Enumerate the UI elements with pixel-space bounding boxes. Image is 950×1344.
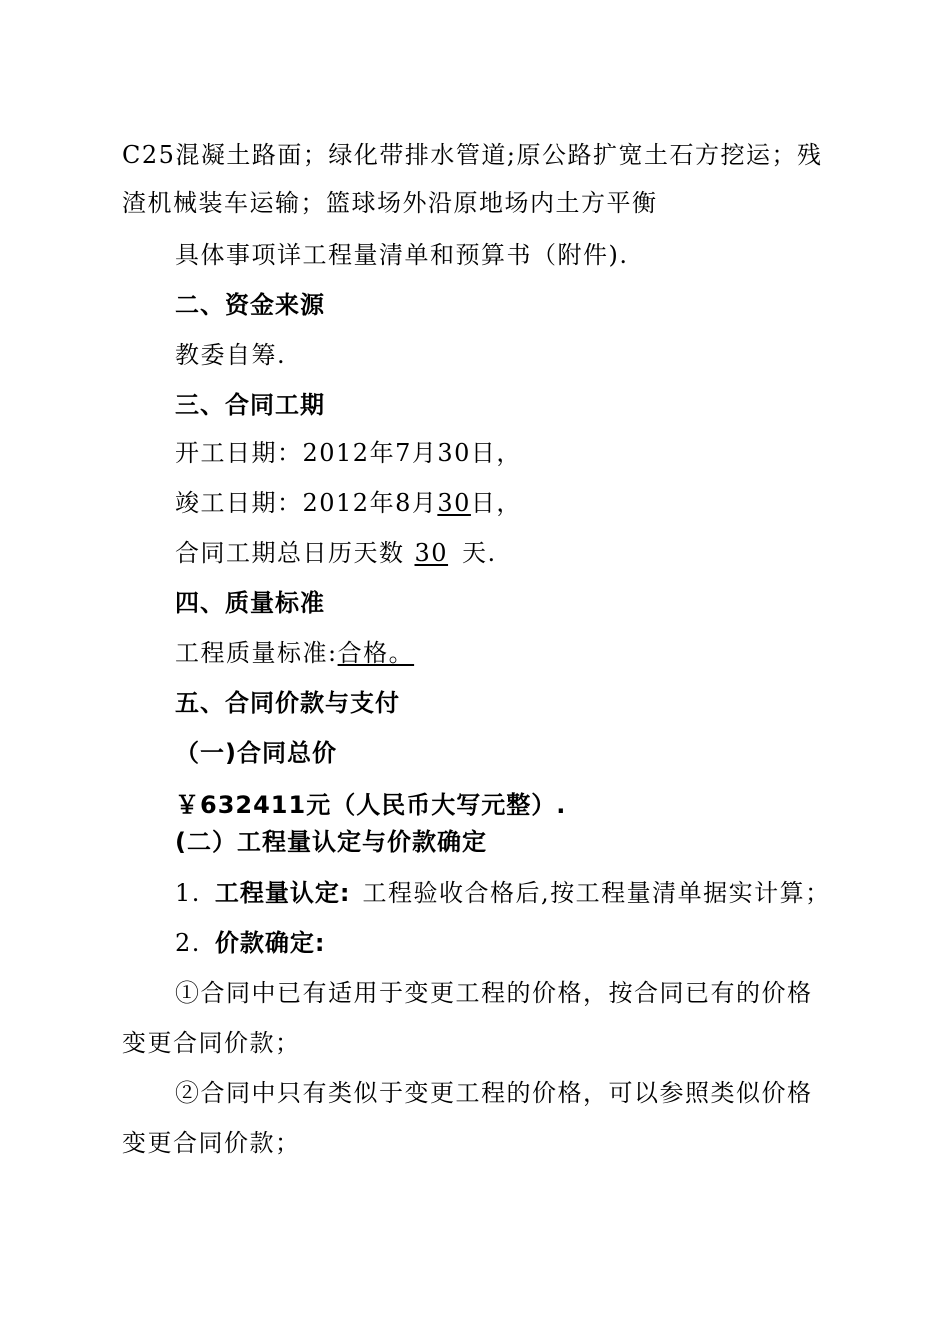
end-date-day: 30 xyxy=(437,489,471,517)
clause-1-line-2: 变更合同价款； xyxy=(122,1029,301,1057)
item-2-number: 2. xyxy=(175,929,201,957)
item-1 xyxy=(175,878,831,908)
end-date-suffix: 日， xyxy=(470,489,522,517)
clause-2-line-1: ②合同中只有类似于变更工程的价格，可以参照类似价格 xyxy=(175,1079,813,1107)
item-1-number: 1. xyxy=(175,879,201,907)
quality-label: 工程质量标准: xyxy=(175,639,338,667)
start-date: 开工日期：2012年7月30日， xyxy=(175,439,522,467)
total-days-suffix: 天. xyxy=(462,539,497,567)
payment-sub2: (二）工程量认定与价款确定 xyxy=(175,828,487,856)
item-2-label: 价款确定: xyxy=(214,929,326,957)
item-1-text: 工程验收合格后,按工程量清单据实计算； xyxy=(362,879,831,907)
funding-heading: 二、资金来源 xyxy=(175,291,325,319)
total-days-prefix: 合同工期总日历天数 xyxy=(175,539,405,567)
payment-sub1: （一)合同总价 xyxy=(175,739,337,767)
scope-line-2: 渣机械装车运输；篮球场外沿原地场内土方平衡 xyxy=(122,189,658,217)
funding-text: 教委自筹. xyxy=(175,341,287,369)
total-days xyxy=(175,538,497,568)
contract-amount: ￥632411元（人民币大写元整）. xyxy=(175,791,567,819)
item-2 xyxy=(175,928,326,958)
item-1-label: 工程量认定: xyxy=(214,879,351,907)
clause-2-line-2: 变更合同价款； xyxy=(122,1129,301,1157)
end-date xyxy=(175,488,522,518)
end-date-prefix: 竣工日期：2012年8月 xyxy=(175,489,438,517)
quality-heading: 四、质量标准 xyxy=(175,589,325,617)
scope-line-1: C25混凝土路面；绿化带排水管道;原公路扩宽土石方挖运；残 xyxy=(122,141,823,169)
total-days-value: 30 xyxy=(414,539,449,567)
clause-1-line-1: ①合同中已有适用于变更工程的价格，按合同已有的价格 xyxy=(175,979,813,1007)
period-heading: 三、合同工期 xyxy=(175,391,325,419)
quality-value: 合格。 xyxy=(337,639,415,667)
scope-detail: 具体事项详工程量清单和预算书（附件). xyxy=(175,241,629,269)
payment-heading: 五、合同价款与支付 xyxy=(175,689,400,717)
quality-standard xyxy=(175,638,420,668)
